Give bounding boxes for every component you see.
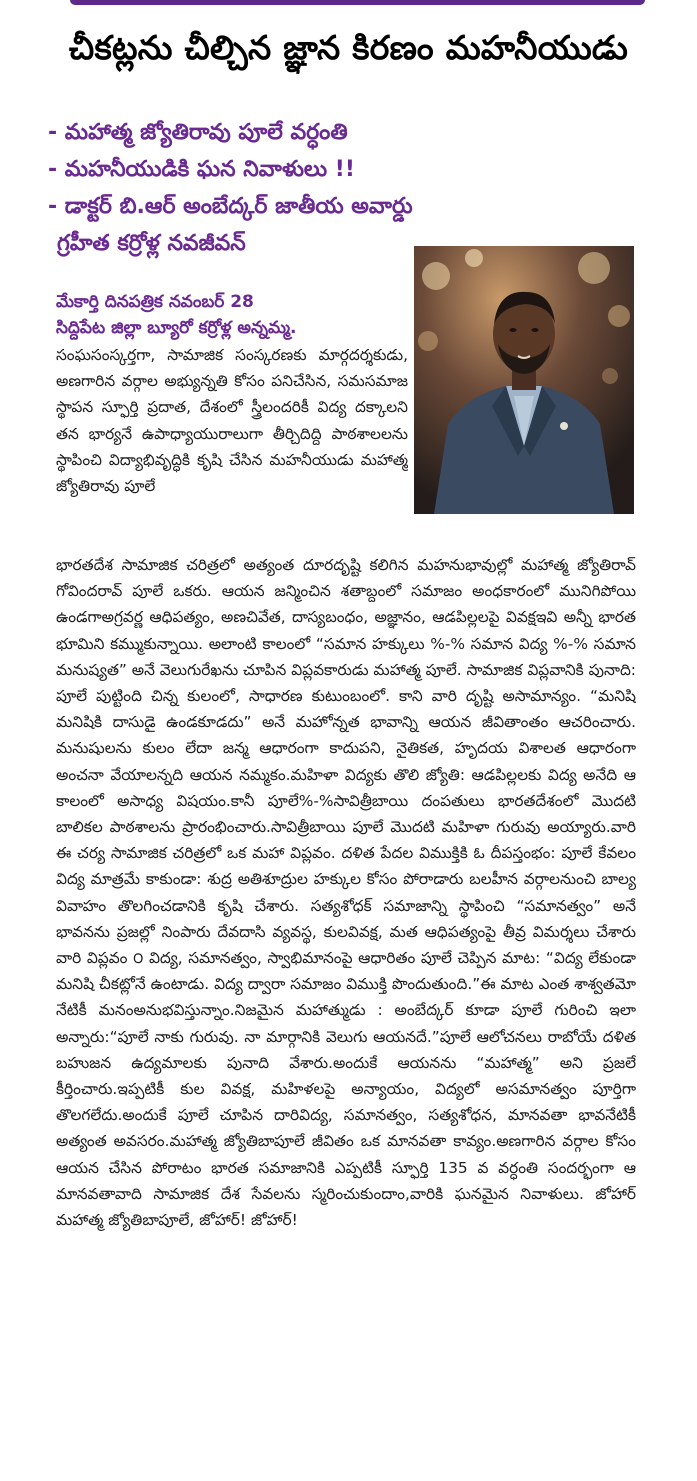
top-color-strip <box>0 0 697 7</box>
byline: సిద్దిపేట జిల్లా బ్యూరో కర్రోళ్ల అన్నమ్మ. <box>56 318 297 338</box>
publication-date: మేకార్తి దినపత్రిక నవంబర్ 28 <box>56 292 254 312</box>
highlight-item: గ్రహీత కర్రోళ్ల నవజీవన్ <box>57 231 246 256</box>
highlight-item: - మహనీయుడికి ఘన నివాళులు !! <box>48 157 355 182</box>
highlight-item: - డాక్టర్ బి.ఆర్ అంబేద్కర్ జాతీయ అవార్డు <box>48 194 413 219</box>
article-body-paragraph: భారతదేశ సామాజిక చరిత్రలో అత్యంత దూరదృష్టి కలిగిన మహనుభావుల్లో మహాత్మ జ్యోతిరావ్ గోవిందరావ్ పూలే ఒకరు. ఆయన జన్మించిన శతాబ్దంలో సమాజం అంధకారంలో మునిగిపోయి ఉండగాఅగ్రవర్ణ ఆధిపత్యం, అణచివేత, దాస్యబంధం, అజ్ఞానం, ఆడపిల్లలపై వివక్షఇవి అన్నీ భారత భూమిని కమ్ముకున్నాయి. అలాంటి కాలంలో “సమాన హక్కులు %-% సమాన విద్య %-% సమాన మనుష్యత” అనే వెలుగురేఖను చూపిన విప్లవకారుడు మహాత్మ పూలే. సామాజిక విప్లవానికి పునాది: పూలే పుట్టింది చిన్న కులంలో, సాధారణ కుటుంబంలో. కాని వారి దృష్టి అసామాన్యం. “మనిషి మనిషికి దాసుడై ఉండకూడదు” అనే మహోన్నత భావాన్ని ఆయన జీవితాంతం ఆచరించారు. మనుషులను కులం లేదా జన్మ ఆధారంగా కాదుపని, నైతికత, హృదయ విశాలత ఆధారంగా అంచనా వేయాలన్నది ఆయన నమ్మకం.మహిళా విద్యకు తొలి జ్యోతి: ఆడపిల్లలకు విద్య అనేది ఆ కాలంలో అసాధ్య విషయం.కానీ పూలే%-%సావిత్రీబాయి దంపతులు భారతదేశంలో మొదటి బాలికల పాఠశాలను ప్రారంభించారు.సావిత్రీబాయి పూలే మొదటి మహిళా గురువు అయ్యారు.వారి ఈ చర్య సామాజిక చరిత్రలో ఒక మహా విప్లవం. దళిత పేదల విముక్తికి ఓ దీపస్తంభం: పూలే కేవలం విద్య మాత్రమే కాకుండా: శుద్ర అతిశూద్రుల హక్కుల కోసం పోరాడారు బలహీన వర్గాలనుంచి బాల్య వివాహం తొలగించడానికి కృషి చేశారు. సత్యశోధక్ సమాజాన్ని స్థాపించి “సమానత్వం” అనే భావనను ప్రజల్లో నింపారు దేవదాసి వ్యవస్థ, కులవివక్ష, మత ఆధిపత్యంపై తీవ్ర విమర్శలు చేశారు వారి విప్లవం ౦ విద్య, సమానత్వం, స్వాభిమానంపై ఆధారితం పూలే చెప్పిన మాట: “విద్య లేకుండా మనిషి చీకట్లోనే ఉంటాడు. విద్య ద్వారా సమాజం విముక్తి పొందుతుంది.”ఈ మాట ఎంత శాశ్వతమో నేటికీ మనంఅనుభవిస్తున్నాం.నిజమైన మహాత్ముడు : అంబేద్కర్ కూడా పూలే గురించి ఇలా అన్నారు:“పూలే నాకు గురువు. నా మార్గానికి వెలుగు ఆయనదే.”పూలే ఆలోచనలు రాబోయే దళిత బహుజన ఉద్యమాలకు పునాది వేశారు.అందుకే ఆయనను “మహాత్మ” అని ప్రజలే కీర్తించారు.ఇప్పటికీ కుల వివక్ష, మహిళలపై అన్యాయం, విద్యలో అసమానత్వం పూర్తిగా తొలగలేదు.అందుకే పూలే చూపిన దారివిద్య, సమానత్వం, సత్యశోధన, మానవతా భావనేటికీ అత్యంత అవసరం.మహాత్మ జ్యోతిబాపూలే జీవితం ఒక మానవతా కావ్యం.అణగారిన వర్గాల కోసం ఆయన చేసిన పోరాటం భారత సమాజానికి ఎప్పటికీ స్ఫూర్తి 135 వ వర్ధంతి సందర్భంగా ఆ మానవతావాది సామాజిక దేశ సేవలను స్మరించుకుందాం,వారికి ఘనమైన నివాళులు. జోహార్ మహాత్మ జ్యోతిబాపూలే, జోహార్! జోహార్! <box>56 556 636 1230</box>
dateline-block <box>56 289 406 341</box>
article-intro-paragraph: సంఘసంస్కర్తగా, సామాజిక సంస్కరణకు మార్గదర్శకుడు, అణగారిన వర్గాల అభ్యున్నతి కోసం పనిచేసిన, సమసమాజ స్థాపన స్ఫూర్తి ప్రదాత, దేశంలో స్త్రీలందరికీ విద్య దక్కాలని తన భార్యనే ఉపాధ్యాయురాలుగా తీర్చిదిద్ది పాఠశాలలను స్థాపించి విద్యాభివృద్ధికి కృషి చేసిన మహనీయుడు మహాత్మ జ్యోతిరావు పూలే <box>56 346 408 496</box>
highlight-item: - మహాత్మ జ్యోతిరావు పూలే వర్ధంతి <box>48 120 348 145</box>
portrait-photo <box>414 246 634 514</box>
highlights-list <box>48 114 413 262</box>
article-headline: చీకట్లను చీల్చిన జ్ఞాన కిరణం మహనీయుడు <box>68 28 629 67</box>
